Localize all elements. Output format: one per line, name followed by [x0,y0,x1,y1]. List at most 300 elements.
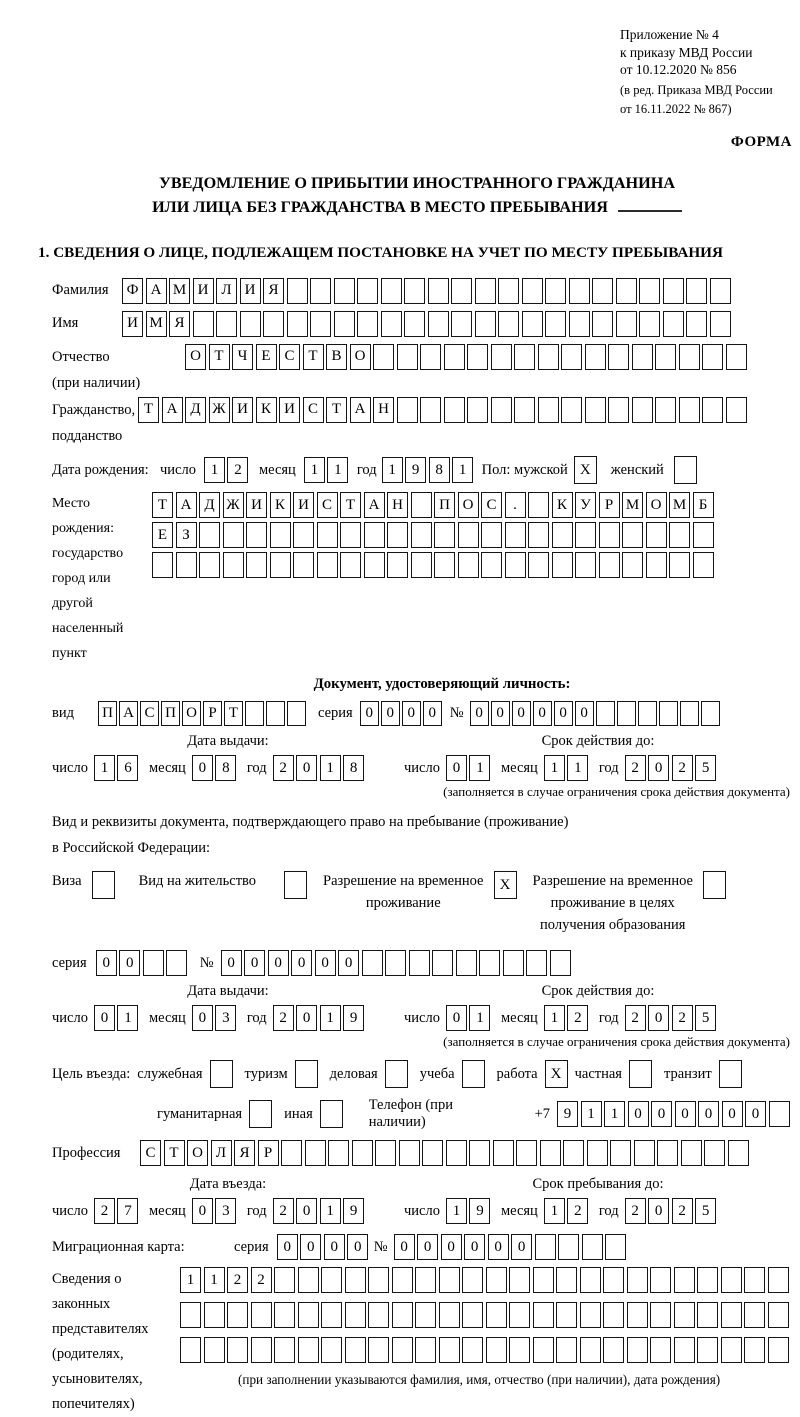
char-cell[interactable]: 1 [544,1198,565,1224]
char-cell[interactable]: 1 [382,457,403,483]
purpose-study-checkbox[interactable] [462,1060,485,1088]
char-cell[interactable] [608,397,629,423]
char-cell[interactable] [462,1267,483,1293]
char-cell[interactable] [317,552,338,578]
char-cell[interactable] [475,311,496,337]
char-cell[interactable] [368,1267,389,1293]
char-cell[interactable] [538,397,559,423]
char-cell[interactable] [697,1302,718,1328]
char-cell[interactable] [768,1337,789,1363]
char-cell[interactable]: С [279,344,300,370]
char-cell[interactable]: 9 [405,457,426,483]
char-cell[interactable]: 0 [464,1234,485,1260]
char-cell[interactable]: 1 [204,1267,225,1293]
char-cell[interactable]: А [350,397,371,423]
char-cell[interactable] [298,1267,319,1293]
char-cell[interactable]: 1 [94,755,115,781]
char-cell[interactable]: 6 [117,755,138,781]
char-cell[interactable] [223,522,244,548]
char-cell[interactable]: 1 [320,1198,341,1224]
char-cell[interactable]: Р [599,492,620,518]
char-cell[interactable] [345,1302,366,1328]
char-cell[interactable]: 0 [96,950,117,976]
char-cell[interactable]: Я [169,311,190,337]
sex-male-checkbox[interactable]: X [574,456,597,484]
char-cell[interactable] [622,522,643,548]
char-cell[interactable] [451,278,472,304]
char-cell[interactable] [744,1302,765,1328]
char-cell[interactable]: 9 [343,1198,364,1224]
char-cell[interactable]: 0 [347,1234,368,1260]
purpose-private-checkbox[interactable] [629,1060,652,1088]
char-cell[interactable]: Р [258,1140,279,1166]
char-cell[interactable] [298,1302,319,1328]
char-cell[interactable] [550,950,571,976]
char-cell[interactable] [334,311,355,337]
char-cell[interactable]: 0 [192,755,213,781]
char-cell[interactable]: 2 [251,1267,272,1293]
char-cell[interactable] [726,397,747,423]
char-cell[interactable]: 1 [204,457,225,483]
char-cell[interactable] [491,397,512,423]
purpose-humanitarian-checkbox[interactable] [249,1100,272,1128]
char-cell[interactable]: 8 [429,457,450,483]
char-cell[interactable] [680,701,699,726]
char-cell[interactable] [650,1302,671,1328]
char-cell[interactable] [622,552,643,578]
char-cell[interactable] [368,1302,389,1328]
char-cell[interactable] [180,1302,201,1328]
char-cell[interactable]: 1 [304,457,325,483]
char-cell[interactable] [444,344,465,370]
char-cell[interactable]: 2 [94,1198,115,1224]
char-cell[interactable]: 8 [215,755,236,781]
char-cell[interactable] [345,1267,366,1293]
char-cell[interactable] [632,397,653,423]
char-cell[interactable] [697,1267,718,1293]
char-cell[interactable] [293,522,314,548]
char-cell[interactable] [575,522,596,548]
char-cell[interactable] [514,344,535,370]
char-cell[interactable] [679,344,700,370]
char-cell[interactable]: 0 [296,755,317,781]
char-cell[interactable]: 2 [273,755,294,781]
char-cell[interactable] [528,522,549,548]
char-cell[interactable]: Л [216,278,237,304]
char-cell[interactable]: 2 [273,1005,294,1031]
temp-permit-checkbox[interactable]: X [494,871,517,899]
char-cell[interactable]: 1 [567,755,588,781]
char-cell[interactable]: Т [326,397,347,423]
char-cell[interactable] [381,311,402,337]
temp-permit-edu-checkbox[interactable] [703,871,726,899]
char-cell[interactable] [481,552,502,578]
char-cell[interactable]: К [270,492,291,518]
char-cell[interactable] [663,278,684,304]
char-cell[interactable]: О [458,492,479,518]
char-cell[interactable] [603,1302,624,1328]
visa-checkbox[interactable] [92,871,115,899]
char-cell[interactable] [486,1267,507,1293]
char-cell[interactable] [580,1302,601,1328]
char-cell[interactable]: 0 [315,950,336,976]
char-cell[interactable]: 0 [300,1234,321,1260]
char-cell[interactable] [522,311,543,337]
char-cell[interactable]: 5 [695,1198,716,1224]
char-cell[interactable] [404,278,425,304]
char-cell[interactable] [266,701,285,726]
char-cell[interactable] [556,1302,577,1328]
char-cell[interactable] [655,344,676,370]
char-cell[interactable] [646,522,667,548]
char-cell[interactable] [503,950,524,976]
char-cell[interactable] [702,397,723,423]
char-cell[interactable]: 2 [273,1198,294,1224]
char-cell[interactable] [592,278,613,304]
char-cell[interactable]: Ч [232,344,253,370]
char-cell[interactable]: Д [185,397,206,423]
char-cell[interactable] [639,278,660,304]
char-cell[interactable] [411,522,432,548]
char-cell[interactable] [535,1234,556,1260]
char-cell[interactable] [575,552,596,578]
char-cell[interactable] [632,344,653,370]
char-cell[interactable] [420,344,441,370]
char-cell[interactable] [701,701,720,726]
char-cell[interactable] [599,552,620,578]
char-cell[interactable]: 2 [625,1005,646,1031]
char-cell[interactable]: 0 [417,1234,438,1260]
char-cell[interactable] [674,1302,695,1328]
char-cell[interactable] [287,701,306,726]
char-cell[interactable] [592,311,613,337]
char-cell[interactable] [491,344,512,370]
char-cell[interactable]: 0 [221,950,242,976]
char-cell[interactable] [270,522,291,548]
char-cell[interactable]: С [140,701,159,726]
char-cell[interactable] [569,311,590,337]
char-cell[interactable]: 2 [567,1005,588,1031]
char-cell[interactable] [357,278,378,304]
char-cell[interactable]: 0 [446,1005,467,1031]
char-cell[interactable] [669,522,690,548]
char-cell[interactable]: И [293,492,314,518]
char-cell[interactable]: 2 [625,1198,646,1224]
char-cell[interactable] [650,1337,671,1363]
char-cell[interactable]: Р [203,701,222,726]
char-cell[interactable] [387,552,408,578]
char-cell[interactable] [608,344,629,370]
char-cell[interactable] [298,1337,319,1363]
char-cell[interactable] [768,1302,789,1328]
char-cell[interactable] [310,311,331,337]
char-cell[interactable]: О [187,1140,208,1166]
char-cell[interactable]: А [119,701,138,726]
char-cell[interactable] [321,1267,342,1293]
char-cell[interactable] [556,1267,577,1293]
char-cell[interactable]: К [552,492,573,518]
char-cell[interactable] [686,311,707,337]
char-cell[interactable] [392,1267,413,1293]
char-cell[interactable]: А [146,278,167,304]
char-cell[interactable] [368,1337,389,1363]
char-cell[interactable]: 9 [469,1198,490,1224]
char-cell[interactable] [744,1337,765,1363]
char-cell[interactable] [176,552,197,578]
char-cell[interactable] [659,701,678,726]
char-cell[interactable]: 2 [227,457,248,483]
char-cell[interactable] [721,1302,742,1328]
char-cell[interactable]: 0 [511,1234,532,1260]
char-cell[interactable]: 5 [695,1005,716,1031]
char-cell[interactable]: 0 [745,1101,766,1127]
char-cell[interactable] [533,1267,554,1293]
char-cell[interactable]: Я [263,278,284,304]
char-cell[interactable] [409,950,430,976]
char-cell[interactable]: С [303,397,324,423]
char-cell[interactable]: Е [256,344,277,370]
char-cell[interactable]: 1 [469,755,490,781]
char-cell[interactable] [627,1302,648,1328]
char-cell[interactable]: Е [152,522,173,548]
char-cell[interactable] [458,552,479,578]
char-cell[interactable]: Я [234,1140,255,1166]
char-cell[interactable] [439,1337,460,1363]
char-cell[interactable]: П [161,701,180,726]
char-cell[interactable] [434,552,455,578]
char-cell[interactable] [545,278,566,304]
char-cell[interactable]: 0 [446,755,467,781]
char-cell[interactable] [223,552,244,578]
char-cell[interactable] [580,1267,601,1293]
char-cell[interactable]: 1 [117,1005,138,1031]
purpose-official-checkbox[interactable] [210,1060,233,1088]
char-cell[interactable] [721,1267,742,1293]
char-cell[interactable]: 0 [291,950,312,976]
char-cell[interactable] [528,492,549,518]
char-cell[interactable] [509,1267,530,1293]
char-cell[interactable] [199,552,220,578]
char-cell[interactable]: 1 [581,1101,602,1127]
char-cell[interactable] [246,552,267,578]
char-cell[interactable] [646,552,667,578]
char-cell[interactable] [498,311,519,337]
char-cell[interactable]: Ж [223,492,244,518]
char-cell[interactable]: И [232,397,253,423]
char-cell[interactable] [143,950,164,976]
char-cell[interactable]: Т [303,344,324,370]
char-cell[interactable]: К [256,397,277,423]
char-cell[interactable] [287,311,308,337]
char-cell[interactable]: Н [387,492,408,518]
char-cell[interactable] [467,344,488,370]
char-cell[interactable]: Н [373,397,394,423]
char-cell[interactable] [558,1234,579,1260]
char-cell[interactable]: В [326,344,347,370]
purpose-business-checkbox[interactable] [385,1060,408,1088]
char-cell[interactable]: 1 [544,1005,565,1031]
char-cell[interactable] [434,522,455,548]
char-cell[interactable] [240,311,261,337]
char-cell[interactable] [744,1267,765,1293]
char-cell[interactable]: 8 [343,755,364,781]
char-cell[interactable]: 1 [320,755,341,781]
char-cell[interactable]: 1 [604,1101,625,1127]
char-cell[interactable] [373,344,394,370]
char-cell[interactable] [357,311,378,337]
char-cell[interactable] [462,1302,483,1328]
char-cell[interactable] [451,311,472,337]
char-cell[interactable] [674,1337,695,1363]
char-cell[interactable] [655,397,676,423]
char-cell[interactable]: М [146,311,167,337]
char-cell[interactable]: И [193,278,214,304]
char-cell[interactable] [475,278,496,304]
char-cell[interactable] [392,1302,413,1328]
char-cell[interactable]: . [505,492,526,518]
char-cell[interactable] [362,950,383,976]
char-cell[interactable]: С [317,492,338,518]
char-cell[interactable]: 0 [192,1005,213,1031]
char-cell[interactable] [702,344,723,370]
char-cell[interactable] [428,278,449,304]
char-cell[interactable]: О [182,701,201,726]
char-cell[interactable] [246,522,267,548]
char-cell[interactable] [310,278,331,304]
char-cell[interactable] [533,1337,554,1363]
char-cell[interactable] [432,950,453,976]
char-cell[interactable] [456,950,477,976]
char-cell[interactable]: 0 [119,950,140,976]
char-cell[interactable] [528,552,549,578]
char-cell[interactable] [509,1337,530,1363]
char-cell[interactable]: А [176,492,197,518]
char-cell[interactable]: 0 [648,755,669,781]
char-cell[interactable]: 0 [244,950,265,976]
char-cell[interactable]: 0 [648,1198,669,1224]
char-cell[interactable] [270,552,291,578]
char-cell[interactable] [639,311,660,337]
char-cell[interactable] [364,522,385,548]
char-cell[interactable]: 0 [324,1234,345,1260]
char-cell[interactable] [603,1267,624,1293]
char-cell[interactable]: 0 [268,950,289,976]
char-cell[interactable] [585,397,606,423]
purpose-other-checkbox[interactable] [320,1100,343,1128]
char-cell[interactable] [216,311,237,337]
char-cell[interactable]: Д [199,492,220,518]
char-cell[interactable]: 0 [381,701,400,726]
char-cell[interactable] [569,278,590,304]
char-cell[interactable] [596,701,615,726]
char-cell[interactable] [411,492,432,518]
char-cell[interactable] [693,552,714,578]
char-cell[interactable] [509,1302,530,1328]
char-cell[interactable]: 0 [648,1005,669,1031]
char-cell[interactable] [693,522,714,548]
char-cell[interactable] [385,950,406,976]
char-cell[interactable]: Ф [122,278,143,304]
char-cell[interactable] [617,701,636,726]
char-cell[interactable]: 1 [320,1005,341,1031]
char-cell[interactable]: 0 [533,701,552,726]
char-cell[interactable] [317,522,338,548]
char-cell[interactable] [444,397,465,423]
char-cell[interactable]: 0 [575,701,594,726]
char-cell[interactable] [387,522,408,548]
char-cell[interactable]: Ж [209,397,230,423]
char-cell[interactable]: М [169,278,190,304]
char-cell[interactable] [552,552,573,578]
char-cell[interactable]: 0 [698,1101,719,1127]
char-cell[interactable]: 0 [394,1234,415,1260]
sex-female-checkbox[interactable] [674,456,697,484]
char-cell[interactable] [768,1267,789,1293]
char-cell[interactable] [533,1302,554,1328]
char-cell[interactable] [428,311,449,337]
char-cell[interactable] [321,1337,342,1363]
char-cell[interactable] [486,1302,507,1328]
char-cell[interactable]: П [98,701,117,726]
char-cell[interactable] [650,1267,671,1293]
char-cell[interactable]: 0 [554,701,573,726]
char-cell[interactable] [522,278,543,304]
char-cell[interactable] [274,1302,295,1328]
char-cell[interactable] [411,552,432,578]
char-cell[interactable] [199,522,220,548]
char-cell[interactable] [415,1337,436,1363]
char-cell[interactable]: 0 [338,950,359,976]
char-cell[interactable]: М [669,492,690,518]
char-cell[interactable]: И [240,278,261,304]
char-cell[interactable] [180,1337,201,1363]
char-cell[interactable] [420,397,441,423]
char-cell[interactable] [392,1337,413,1363]
char-cell[interactable]: 0 [296,1198,317,1224]
char-cell[interactable] [663,311,684,337]
char-cell[interactable] [580,1337,601,1363]
char-cell[interactable] [505,552,526,578]
char-cell[interactable]: 1 [469,1005,490,1031]
char-cell[interactable] [726,344,747,370]
char-cell[interactable]: 7 [117,1198,138,1224]
char-cell[interactable] [274,1337,295,1363]
char-cell[interactable]: Л [211,1140,232,1166]
char-cell[interactable]: 0 [192,1198,213,1224]
char-cell[interactable] [439,1302,460,1328]
char-cell[interactable] [340,522,361,548]
char-cell[interactable] [458,522,479,548]
char-cell[interactable]: А [364,492,385,518]
char-cell[interactable]: 0 [402,701,421,726]
char-cell[interactable] [710,278,731,304]
char-cell[interactable]: Т [340,492,361,518]
char-cell[interactable]: 0 [277,1234,298,1260]
char-cell[interactable]: О [185,344,206,370]
char-cell[interactable]: 3 [215,1198,236,1224]
char-cell[interactable] [545,311,566,337]
char-cell[interactable] [381,278,402,304]
char-cell[interactable]: И [122,311,143,337]
purpose-work-checkbox[interactable]: X [545,1060,568,1088]
char-cell[interactable]: 1 [452,457,473,483]
char-cell[interactable] [334,278,355,304]
char-cell[interactable]: 0 [441,1234,462,1260]
char-cell[interactable] [616,278,637,304]
char-cell[interactable]: 0 [423,701,442,726]
char-cell[interactable]: Т [152,492,173,518]
char-cell[interactable] [227,1302,248,1328]
